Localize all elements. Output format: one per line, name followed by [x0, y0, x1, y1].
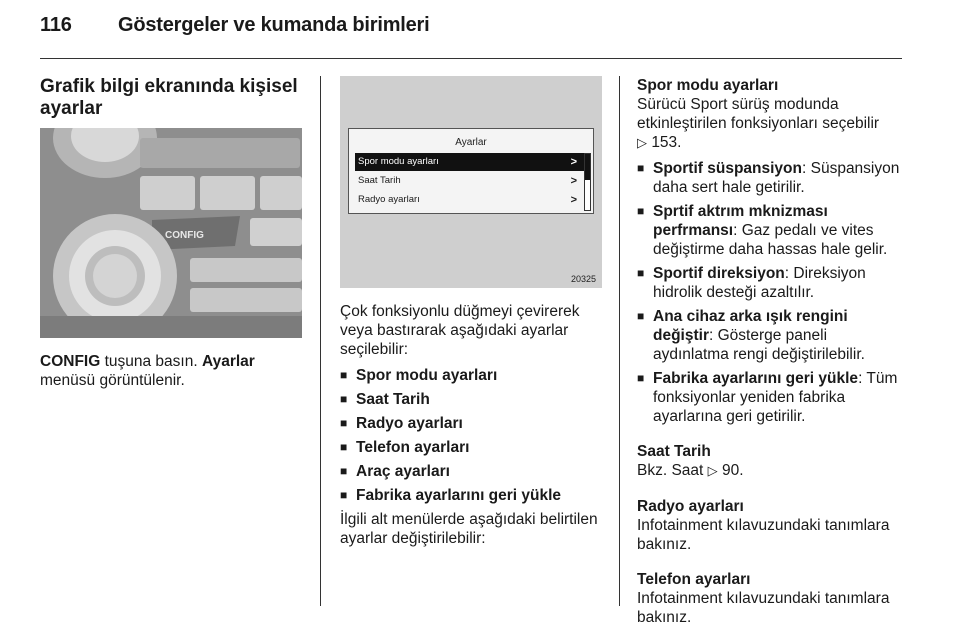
menu-row-label: Saat Tarih: [358, 175, 401, 186]
menu-row-label: Radyo ayarları: [358, 194, 420, 205]
menu-title: Ayarlar: [455, 137, 487, 148]
list-item: ■ Sportif direksiyon: Direksiyon hidrolik desteği azaltılır.: [637, 265, 866, 301]
page-ref: 153.: [651, 134, 682, 151]
settings-menu-display: [348, 128, 594, 214]
clock-heading: Saat Tarih: [637, 443, 711, 460]
menu-row-label: Spor modu ayarları: [358, 156, 439, 167]
config-key-label: CONFIG: [165, 230, 204, 241]
radio-text: Infotainment kılavuzundaki tanımlara bakınız.: [637, 517, 890, 553]
list-item: ■ Spor modu ayarları: [340, 367, 498, 384]
instruction-text-1: tuşuna basın.: [100, 353, 202, 370]
menu-scrollbar: [584, 153, 591, 211]
settings-menu-name: Ayarlar: [201, 353, 255, 370]
bullet-icon: ■: [340, 416, 348, 430]
list-item: ■ Radyo ayarları: [340, 415, 463, 432]
radio-heading: Radyo ayarları: [637, 498, 744, 515]
phone-text: Infotainment kılavuzundaki tanımlara bakınız.: [637, 590, 890, 626]
scrollbar-thumb: [585, 154, 590, 180]
settings-screen-image: [340, 76, 602, 288]
settings-outro: İlgili alt menülerde aşağıdaki belirtilen ayarlar değiştirilebilir:: [340, 511, 598, 547]
image-number: 20325: [570, 274, 596, 284]
sport-heading: Spor modu ayarları: [637, 77, 779, 94]
bullet-icon: ■: [340, 464, 348, 478]
section-title: Grafik bilgi ekranında kişisel ayarlar: [40, 76, 298, 119]
bullet-icon: ■: [637, 204, 645, 218]
page-number: 116: [40, 14, 72, 36]
list-item: ■ Telefon ayarları: [340, 439, 470, 456]
chevron-right-icon: >: [570, 156, 577, 168]
chevron-right-icon: >: [570, 175, 577, 187]
instruction-text-2: menüsü görüntülenir.: [40, 372, 185, 389]
config-instruction: [40, 352, 302, 390]
menu-row-radio: [355, 191, 585, 209]
bullet-icon: ■: [637, 266, 645, 280]
col3-text: [637, 76, 905, 627]
page-ref: 90.: [721, 462, 744, 479]
bullet-icon: ■: [637, 161, 645, 175]
chevron-right-icon: >: [570, 194, 577, 206]
bullet-icon: ■: [340, 368, 348, 382]
list-item: ■ Sprtif aktrım mknizması perfrmansı: Gaz pedalı ve vites değiştirme daha hassas hale gelir.: [637, 203, 888, 258]
header-rule: [40, 58, 902, 59]
page-title: Göstergeler ve kumanda birimleri: [118, 14, 430, 36]
menu-row-sport: [355, 153, 585, 171]
config-button-photo: [40, 128, 302, 338]
list-item: ■ Fabrika ayarlarını geri yükle: [340, 487, 562, 504]
list-item: ■ Ana cihaz arka ışık rengini değiştir: Gösterge paneli aydınlatma rengi değiştirilebilir.: [637, 308, 865, 363]
config-key-name: CONFIG: [40, 353, 101, 370]
list-item: ■ Sportif süspansiyon: Süspansiyon daha sert hale getirilir.: [637, 160, 900, 196]
column-divider-2: [619, 76, 620, 606]
page-ref-icon: ▷: [637, 136, 647, 151]
bullet-icon: ■: [637, 371, 645, 385]
bullet-icon: ■: [637, 309, 645, 323]
settings-intro: Çok fonksiyonlu düğmeyi çevirerek veya bastırarak aşağıdaki ayarlar seçilebilir:: [340, 303, 580, 358]
list-item: ■ Fabrika ayarlarını geri yükle: Tüm fonksiyonlar yeniden fabrika ayarlarına geri getirilir.: [637, 370, 898, 425]
col2-text: [340, 302, 604, 548]
page-ref-icon: ▷: [707, 464, 718, 479]
clock-text: Bkz. Saat ▷ 90.: [637, 462, 744, 479]
page-header: [40, 14, 430, 37]
menu-row-clock: [355, 172, 585, 190]
column-divider-1: [320, 76, 321, 606]
phone-heading: Telefon ayarları: [637, 571, 751, 588]
list-item: ■ Araç ayarları: [340, 463, 450, 480]
bullet-icon: ■: [340, 440, 348, 454]
bullet-icon: ■: [340, 488, 348, 502]
sport-description: Sürücü Sport sürüş modunda etkinleştirilen fonksiyonları seçebilir ▷ 153.: [637, 96, 880, 151]
bullet-icon: ■: [340, 392, 348, 406]
dashboard-illustration: [40, 128, 302, 338]
list-item: ■ Saat Tarih: [340, 391, 430, 408]
